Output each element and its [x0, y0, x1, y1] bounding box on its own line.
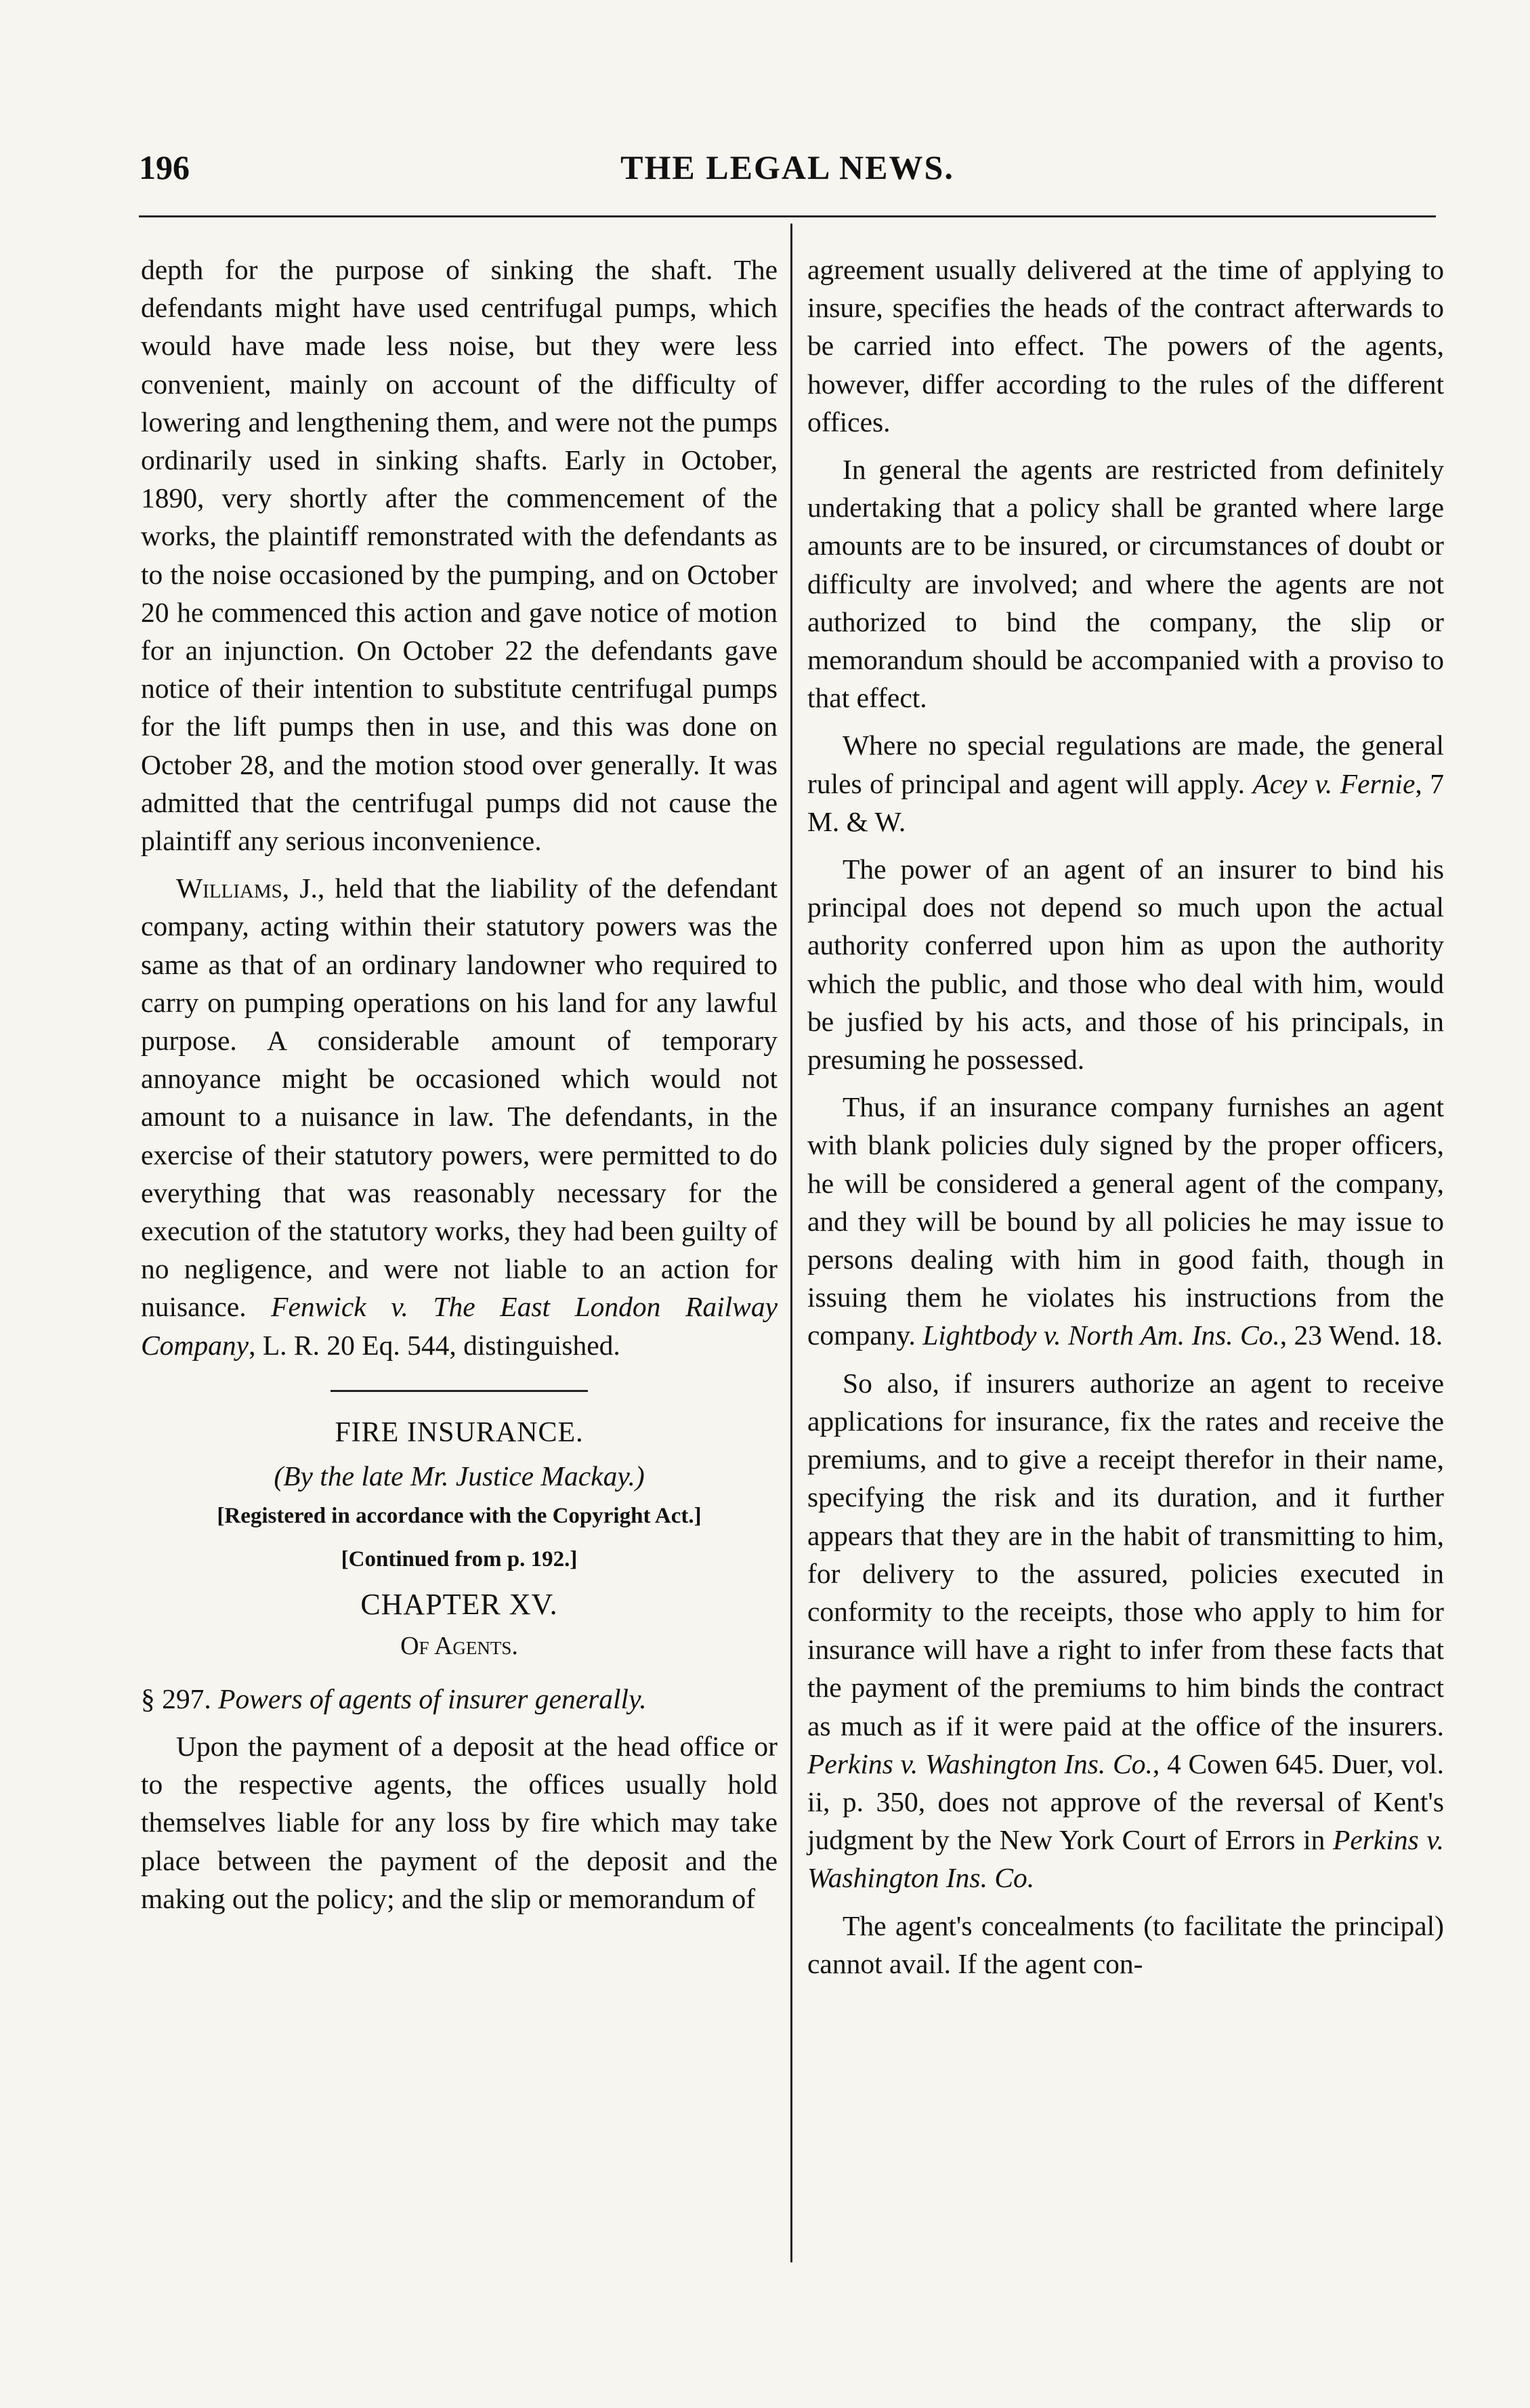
continued-note: [Continued from p. 192.] [341, 1547, 578, 1572]
right-paragraph-6 [807, 1364, 1444, 1897]
paragraph-number: § 297. [141, 1683, 211, 1714]
running-title: THE LEGAL NEWS. [620, 148, 954, 186]
header-rule [139, 215, 1436, 217]
chapter-heading: CHAPTER XV. [360, 1588, 558, 1622]
right-paragraph-5-tail: , 23 Wend. 18. [1279, 1319, 1443, 1351]
left-paragraph-2-text: , J., held that the liability of the defendant company, acting within their statutory powers was the same as that of an ordinary landowner who required to carry on pumping operations on his land for any lawful purpose. A considerable amount of temporary annoyance might be occasioned which would not amount to a nuisance in law. The defendants, in the exercise of their statutory powers, were permitted to do everything that was reasonably necessary for the execution of the statutory works, they had been guilty of no negligence, and were not liable to an action for nuisance. [141, 872, 778, 1323]
case-citation: Perkins v. Washington Ins. Co. [807, 1824, 1445, 1894]
paragraph-title: Powers of agents of insurer generally. [218, 1683, 647, 1714]
right-paragraph-2: In general the agents are restricted from definitely undertaking that a policy shall be granted where large amounts are to be insured, or circumstances of doubt or difficulty are involved; and where the agents are not authorized to bind the company, the slip or memorandum should be accompanied with a proviso to that effect. [807, 454, 1444, 714]
right-paragraph-3 [807, 726, 1444, 841]
section-title: FIRE INSURANCE. [335, 1416, 584, 1448]
right-column [807, 251, 1444, 1992]
chapter-subtitle: Of Agents. [400, 1631, 518, 1660]
page-number: 196 [139, 148, 190, 186]
left-column [141, 251, 778, 1927]
paragraph-heading [141, 1680, 778, 1718]
section-rule [331, 1390, 588, 1392]
column-divider [790, 224, 792, 2262]
case-citation: Acey v. Fernie [1252, 767, 1416, 799]
judge-name: Williams [176, 872, 282, 904]
copyright-note: [Registered in accordance with the Copyright Act.] [217, 1504, 702, 1529]
case-citation: Lightbody v. North Am. Ins. Co. [922, 1319, 1280, 1351]
case-citation: Perkins v. Washington Ins. Co. [807, 1748, 1153, 1779]
right-paragraph-3-tail: , 7 M. & W. [807, 767, 1444, 837]
left-paragraph-2 [141, 869, 778, 1364]
right-paragraph-5-text: Thus, if an insurance company furnishes an agent with blank policies duly signed by the proper officers, he will be considered a general agent of the company, and they will be bound by all policies he may issue to persons dealing with him in good faith, though in issuing them he violates his instructions from the company. [807, 1091, 1444, 1351]
right-paragraph-6-mid: , 4 Cowen 645. Duer, vol. ii, p. 350, does not approve of the reversal of Kent's judgment by the New York Court of Errors in [807, 1748, 1444, 1856]
left-paragraph-3: Upon the payment of a deposit at the head office or to the respective agents, the offices usually hold themselves liable for any loss by fire which may take place between the payment of the deposit and the making out the policy; and the slip or memorandum of [141, 1730, 778, 1914]
right-paragraph-5 [807, 1088, 1444, 1354]
right-paragraph-3-text: Where no special regulations are made, the general rules of principal and agent will apply. [807, 730, 1444, 799]
right-paragraph-4: The power of an agent of an insurer to bind his principal does not depend so much upon the actual authority conferred upon him as upon the authority which the public, and those who deal with him, would be jusfied by his acts, and those of his principals, in presuming he possessed. [807, 853, 1444, 1076]
left-paragraph-2-tail: , L. R. 20 Eq. 544, distinguished. [249, 1329, 620, 1361]
right-paragraph-6-text: So also, if insurers authorize an agent to receive applications for insurance, fix the rates and receive the premiums, and to give a receipt therefor in their name, specifying the risk and its duration, and it further appears that they are in the habit of transmitting to him, for delivery to the assured, policies executed in conformity to the receipts, those who apply to him for insurance will have a right to infer from these facts that the payment of the premiums to him binds the contract as much as if it were paid at the office of the insurers. [807, 1367, 1444, 1741]
case-citation: Fenwick v. The East London Railway Company [141, 1291, 778, 1361]
section-author: (By the late Mr. Justice Mackay.) [274, 1460, 645, 1492]
page-header [139, 148, 1436, 195]
right-paragraph-1: agreement usually delivered at the time of applying to insure, specifies the heads of the contract afterwards to be carried into effect. The powers of the agents, however, differ according to the rules of the different offices. [807, 254, 1444, 438]
right-paragraph-7: The agent's concealments (to facilitate the principal) cannot avail. If the agent con- [807, 1909, 1444, 1979]
left-paragraph-1: depth for the purpose of sinking the shaft. The defendants might have used centrifugal pumps, which would have made less noise, but they were less convenient, mainly on account of the difficulty of lowering and lengthening them, and were not the pumps ordinarily used in sinking shafts. Early in October, 1890, very shortly after the commencement of the works, the plaintiff remonstrated with the defendants as to the noise occasioned by the pumping, and on October 20 he commenced this action and gave notice of motion for an injunction. On October 22 the defendants gave notice of their intention to substitute centrifugal pumps for the lift pumps then in use, and this was done on October 28, and the motion stood over generally. It was admitted that the centrifugal pumps did not cause the plaintiff any serious inconvenience. [141, 254, 778, 857]
